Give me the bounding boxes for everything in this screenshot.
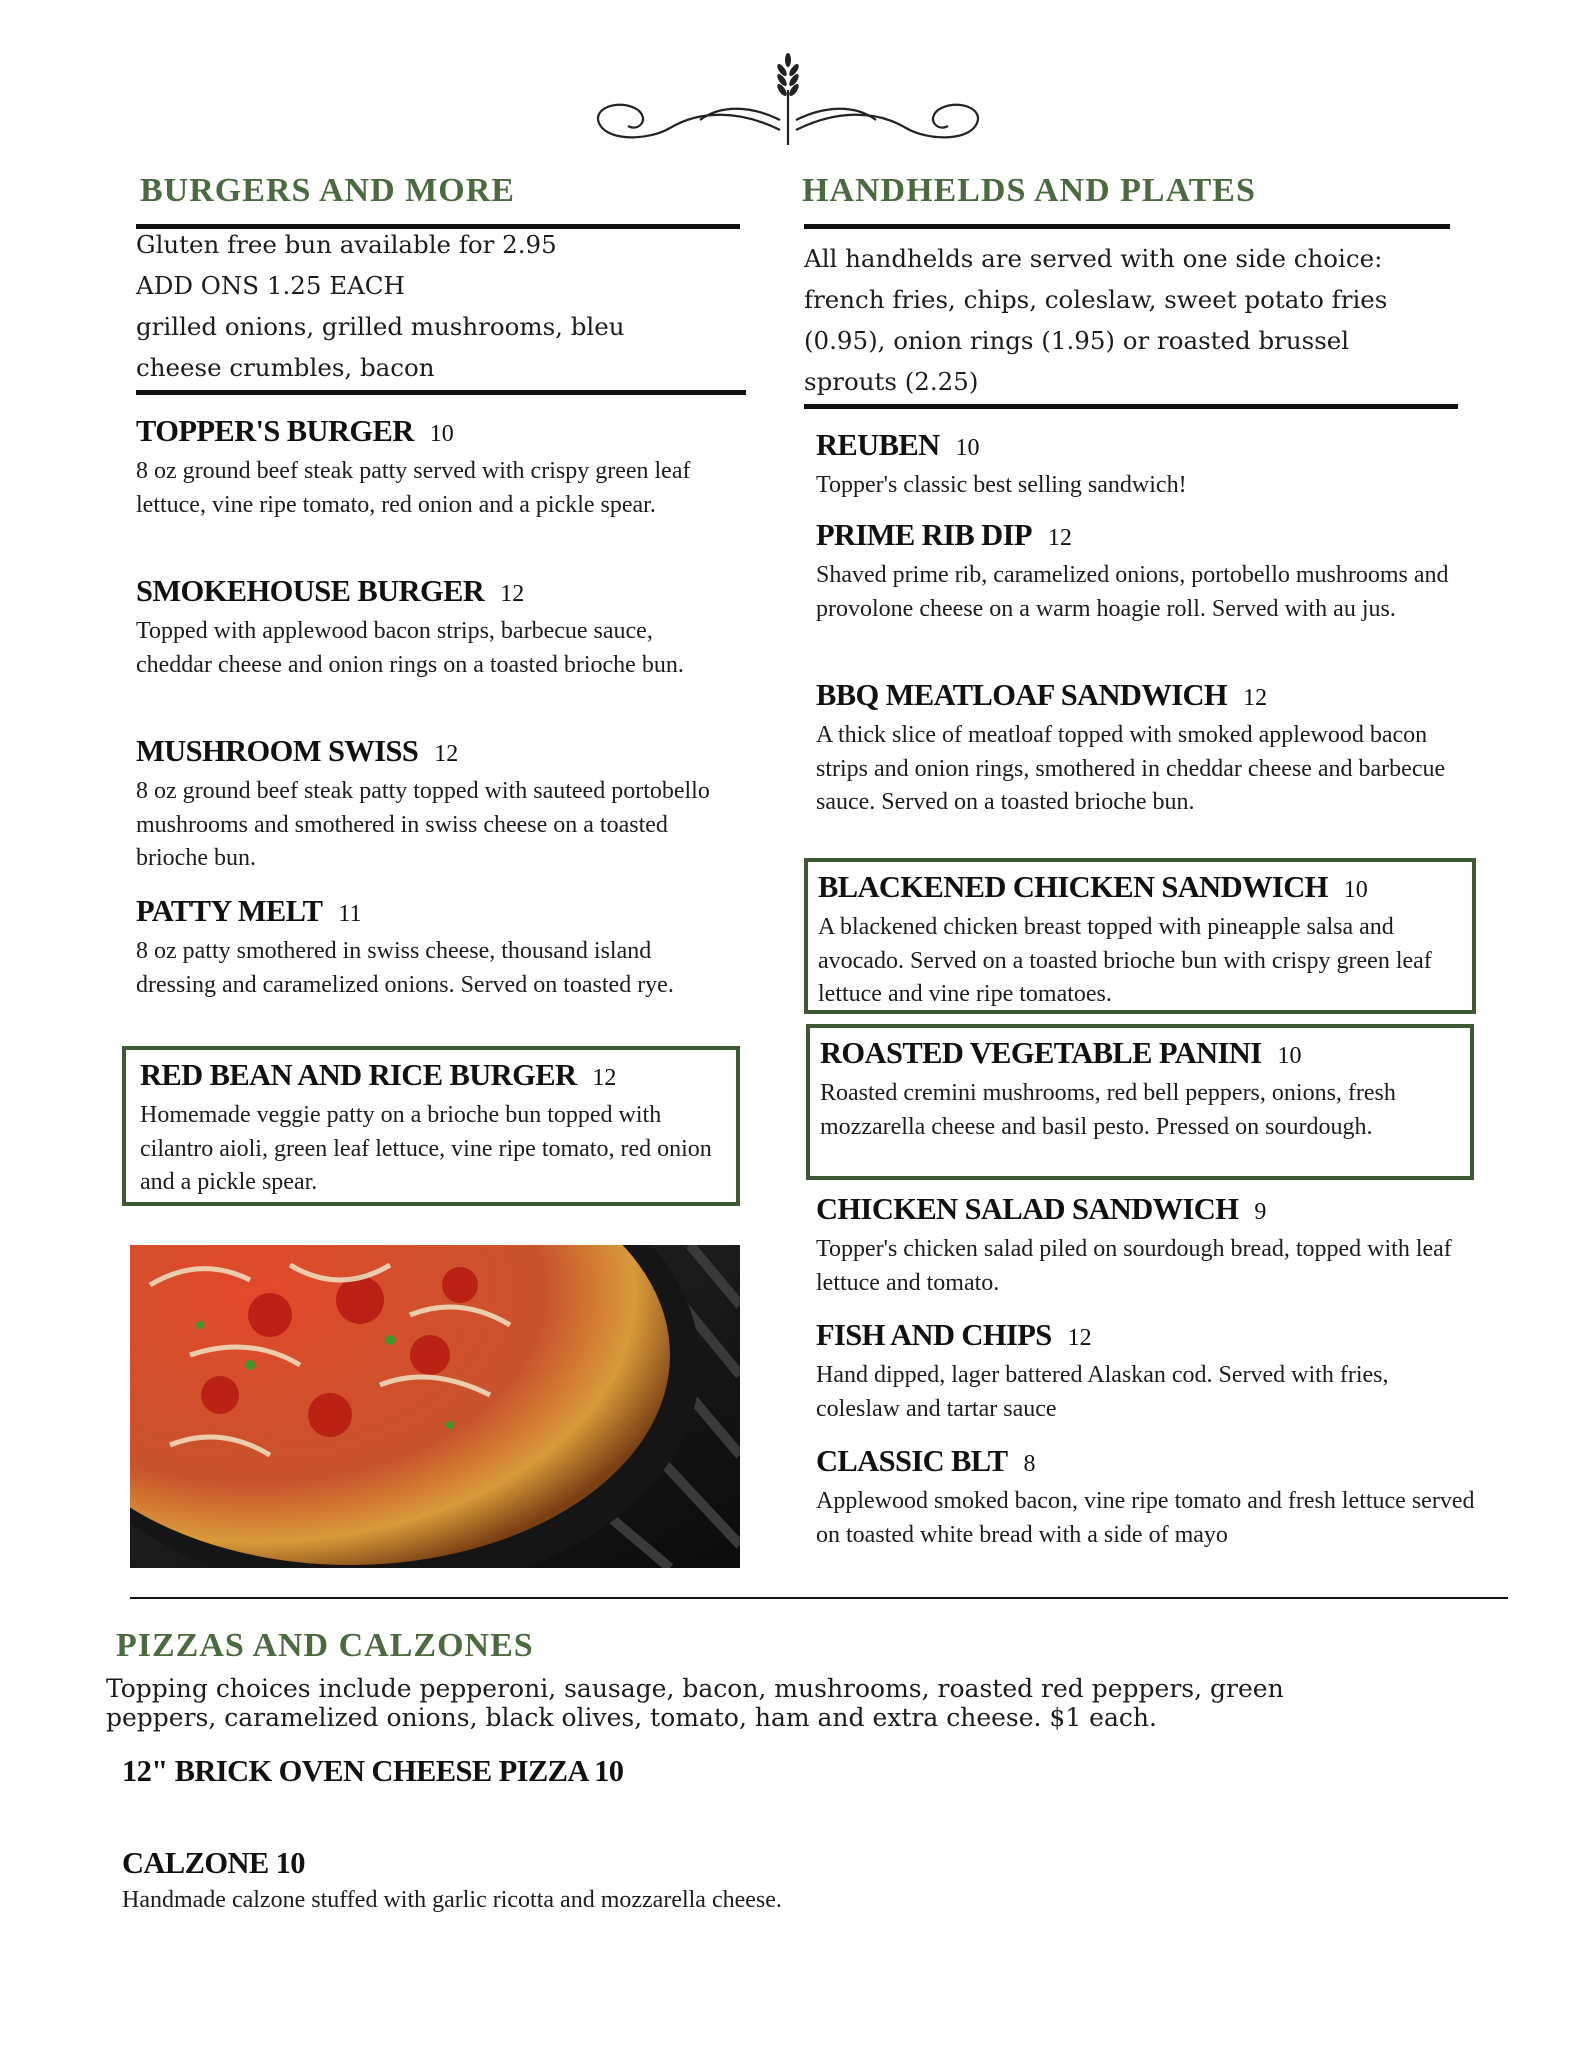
item-price: 12 — [1243, 685, 1268, 711]
item-description: Topper's chicken salad piled on sourdough bread, topped with leaf lettuce and tomato. — [816, 1236, 1452, 1296]
section-divider — [130, 1597, 1508, 1599]
pizza-photo — [130, 1245, 740, 1568]
item-price: 10 — [1343, 877, 1368, 903]
item-price: 11 — [338, 901, 362, 927]
intro-line: peppers, caramelized onions, black olives, tomato, ham and extra cheese. $1 each. — [106, 1703, 1157, 1732]
menu-item-toppers-burger — [136, 412, 746, 522]
item-description: Topper's classic best selling sandwich! — [816, 472, 1187, 498]
handhelds-intro — [804, 238, 1464, 402]
menu-item-mushroom-swiss — [136, 732, 726, 876]
item-name: BLACKENED CHICKEN SANDWICH — [818, 870, 1328, 904]
menu-item-red-bean-rice-burger — [122, 1046, 740, 1206]
menu-item-cheese-pizza — [122, 1752, 1322, 1790]
intro-line: Topping choices include pepperoni, sausage, bacon, mushrooms, roasted red peppers, green — [106, 1674, 1284, 1703]
menu-item-reuben — [816, 426, 1466, 503]
item-price: 12 — [500, 581, 525, 607]
intro-line: All handhelds are served with one side choice: — [804, 244, 1383, 273]
item-description: Applewood smoked bacon, vine ripe tomato and fresh lettuce served on toasted white bread with a side of mayo — [816, 1488, 1475, 1548]
pizza-section-title: PIZZAS AND CALZONES — [116, 1627, 534, 1664]
item-price: 10 — [429, 421, 454, 447]
menu-item-bbq-meatloaf-sandwich — [816, 676, 1476, 820]
item-price: 10 — [955, 435, 980, 461]
item-price: 12 — [1067, 1325, 1092, 1351]
item-name: MUSHROOM SWISS — [136, 734, 419, 768]
item-price: 8 — [1023, 1451, 1036, 1477]
item-name: TOPPER'S BURGER — [136, 414, 414, 448]
intro-line: (0.95), onion rings (1.95) or roasted brussel — [804, 326, 1350, 355]
menu-item-prime-rib-dip — [816, 516, 1476, 626]
item-description: Hand dipped, lager battered Alaskan cod. Served with fries, coleslaw and tartar sauce — [816, 1362, 1389, 1422]
item-price: 12 — [592, 1065, 617, 1091]
item-name: PATTY MELT — [136, 894, 323, 928]
item-description: Roasted cremini mushrooms, red bell peppers, onions, fresh mozzarella cheese and basil pesto. Pressed on sourdough. — [820, 1080, 1396, 1140]
item-description: 8 oz patty smothered in swiss cheese, thousand island dressing and caramelized onions. Served on toasted rye. — [136, 938, 674, 998]
menu-item-blackened-chicken-sandwich — [804, 858, 1476, 1014]
intro-line: ADD ONS 1.25 EACH — [136, 271, 405, 300]
intro-line: grilled onions, grilled mushrooms, bleu — [136, 312, 625, 341]
item-price: 12 — [434, 741, 459, 767]
item-name: PRIME RIB DIP — [816, 518, 1032, 552]
intro-line: cheese crumbles, bacon — [136, 353, 435, 382]
section-rule — [804, 404, 1458, 409]
item-description: A blackened chicken breast topped with pineapple salsa and avocado. Served on a toasted brioche bun with crispy green leaf lettuce and vine ripe tomatoes. — [818, 914, 1432, 1007]
item-name: 12" BRICK OVEN CHEESE PIZZA 10 — [122, 1754, 624, 1788]
menu-item-chicken-salad-sandwich — [816, 1190, 1476, 1300]
item-price: 10 — [1277, 1043, 1302, 1069]
item-name: REUBEN — [816, 428, 940, 462]
menu-item-patty-melt — [136, 892, 726, 1002]
burgers-intro — [136, 224, 740, 388]
menu-item-classic-blt — [816, 1442, 1476, 1552]
item-description: Homemade veggie patty on a brioche bun topped with cilantro aioli, green leaf lettuce, vine ripe tomato, red onion and a pickle spear. — [140, 1102, 712, 1195]
handhelds-section-title: HANDHELDS AND PLATES — [802, 172, 1256, 209]
item-description: 8 oz ground beef steak patty served with crispy green leaf lettuce, vine ripe tomato, red onion and a pickle spear. — [136, 458, 691, 518]
item-name: CALZONE 10 — [122, 1846, 305, 1880]
intro-line: sprouts (2.25) — [804, 367, 979, 396]
item-price: 9 — [1254, 1199, 1267, 1225]
menu-item-smokehouse-burger — [136, 572, 726, 682]
wheat-flourish-ornament — [590, 50, 990, 150]
intro-line: Gluten free bun available for 2.95 — [136, 230, 557, 259]
section-rule — [804, 224, 1450, 229]
item-name: FISH AND CHIPS — [816, 1318, 1052, 1352]
item-name: CLASSIC BLT — [816, 1444, 1008, 1478]
pizza-intro — [106, 1674, 1526, 1732]
item-description: 8 oz ground beef steak patty topped with sauteed portobello mushrooms and smothered in swiss cheese on a toasted brioche bun. — [136, 778, 710, 871]
menu-item-roasted-vegetable-panini — [806, 1024, 1474, 1180]
burgers-section-title: BURGERS AND MORE — [140, 172, 515, 209]
item-description: Shaved prime rib, caramelized onions, portobello mushrooms and provolone cheese on a warm hoagie roll. Served with au jus. — [816, 562, 1449, 622]
menu-item-calzone — [122, 1844, 1322, 1918]
item-description: A thick slice of meatloaf topped with smoked applewood bacon strips and onion rings, smothered in cheddar cheese and barbecue sauce. Served on a toasted brioche bun. — [816, 722, 1446, 815]
item-description: Topped with applewood bacon strips, barbecue sauce, cheddar cheese and onion rings on a toasted brioche bun. — [136, 618, 684, 678]
item-description: Handmade calzone stuffed with garlic ricotta and mozzarella cheese. — [122, 1887, 782, 1913]
item-name: CHICKEN SALAD SANDWICH — [816, 1192, 1239, 1226]
section-rule — [136, 390, 746, 395]
item-name: BBQ MEATLOAF SANDWICH — [816, 678, 1228, 712]
intro-line: french fries, chips, coleslaw, sweet potato fries — [804, 285, 1388, 314]
item-name: SMOKEHOUSE BURGER — [136, 574, 485, 608]
item-name: RED BEAN AND RICE BURGER — [140, 1058, 577, 1092]
item-name: ROASTED VEGETABLE PANINI — [820, 1036, 1262, 1070]
menu-item-fish-and-chips — [816, 1316, 1476, 1426]
item-price: 12 — [1047, 525, 1072, 551]
